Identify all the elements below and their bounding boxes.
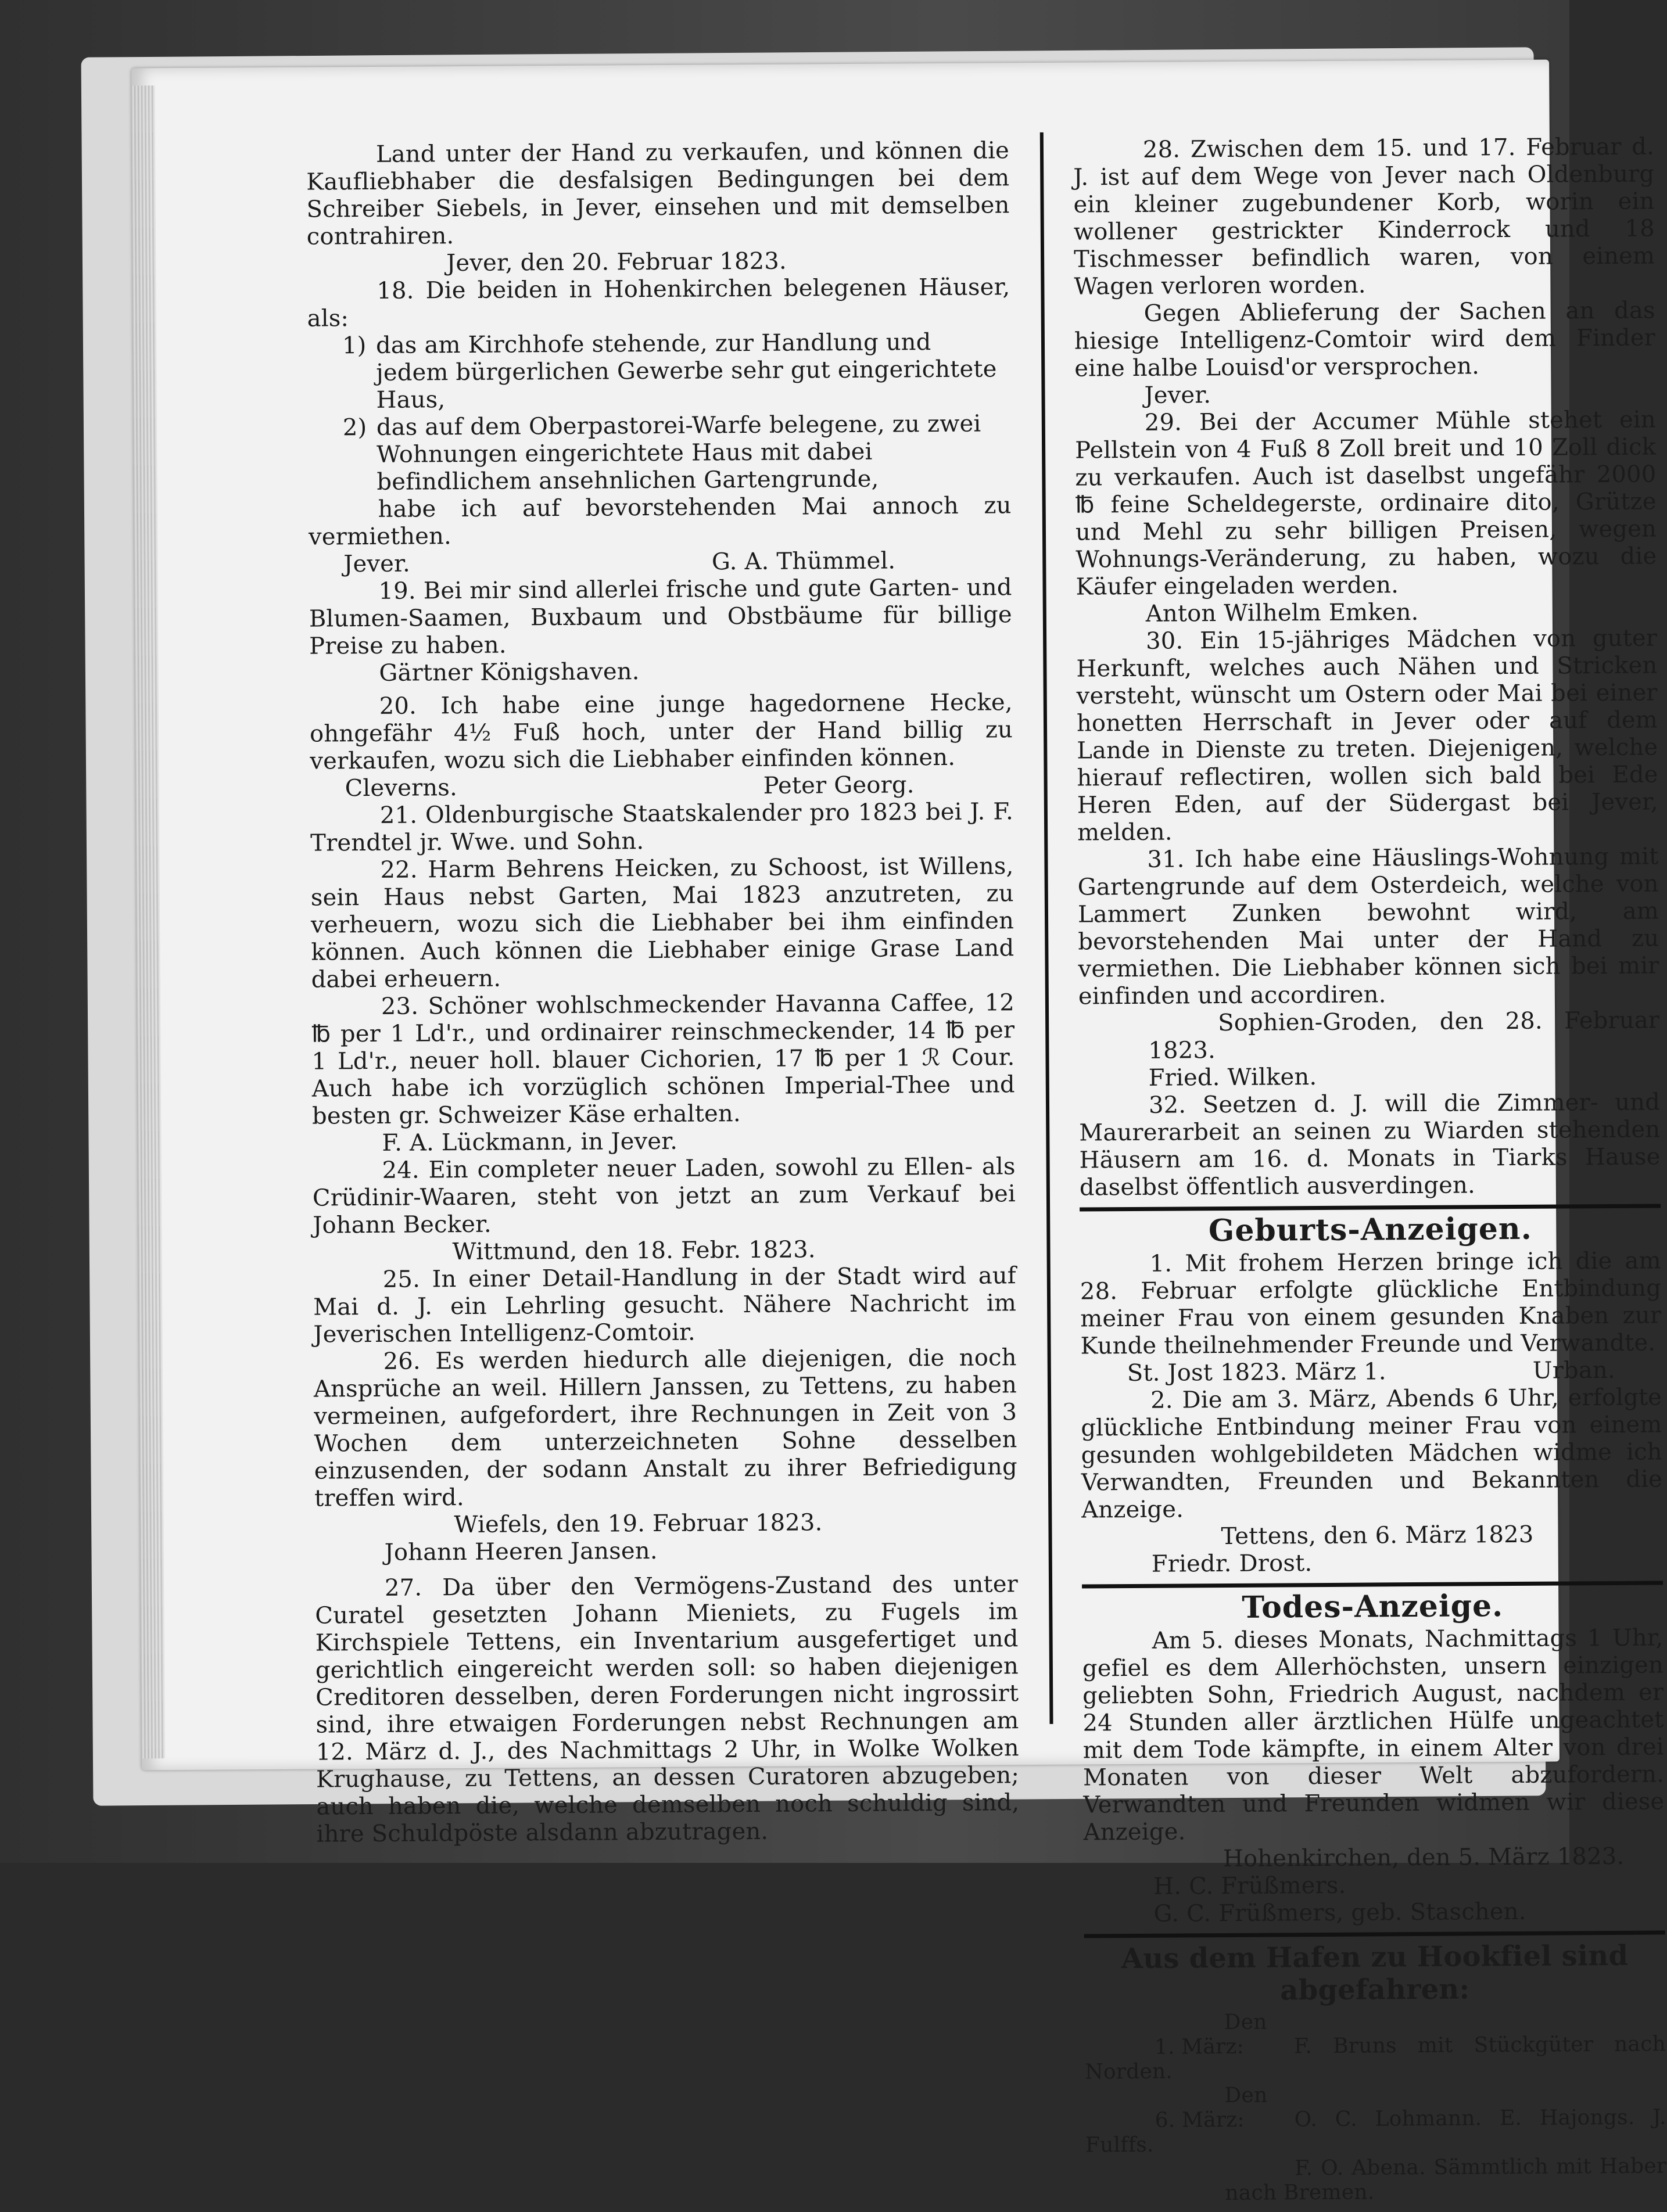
notice-text: Gegen Ablieferung der Sachen an das hiesige Intelligenz-Comtoir wird dem Finder eine halbe Louisd'or versprochen.: [1074, 297, 1656, 382]
notice-date: Hohenkirchen, den 5. März 1823.: [1223, 1843, 1625, 1873]
ship-date: Den 1. März:: [1154, 2010, 1267, 2059]
section-rule: [1082, 1581, 1663, 1588]
section-rule: [1084, 1930, 1665, 1938]
right-column: [1073, 133, 1667, 2206]
notice-signer: Gärtner Königshaven.: [379, 658, 640, 687]
notice-25: [313, 1262, 1017, 1348]
notice-date: Wiefels, den 19. Februar 1823.: [454, 1509, 823, 1539]
ship-row: [1085, 2008, 1666, 2084]
notice-list: [307, 328, 1012, 496]
section-rule: [1080, 1204, 1661, 1211]
death-heading: Todes-Anzeige.: [1242, 1588, 1504, 1625]
notice-20: [310, 689, 1013, 802]
birth-notice-1: [1080, 1247, 1662, 1387]
notice-22: [310, 853, 1014, 993]
notice-text: 29. Bei der Accumer Mühle stehet ein Pellstein von 4 Fuß 8 Zoll breit und 10 Zoll dick zu verkaufen. Auch ist daselbst ungefähr 2000 ℔ feine Scheldegerste, ordinaire dito, Grütze und Mehl zu sehr billigen Preisen, wegen Wohnungs-Veränderung, zu haben, wozu die Käufer eingeladen werden.: [1074, 406, 1657, 601]
notice-text: 1. Mit frohem Herzen bringe ich die am 28. Februar erfolgte glückliche Entbindung meiner Frau von einem gesunden Knaben zur Kunde theilnehmender Freunde und Verwandte.: [1080, 1247, 1662, 1360]
notice-text: 31. Ich habe eine Häuslings-Wohnung mit Gartengrunde auf dem Osterdeich, welche von Lammert Zunken bewohnt wird, am bevorstehenden Mai unter der Hand zu vermiethen. Die Liebhaber können sich bei mir einfinden und accordiren.: [1077, 843, 1659, 1010]
notice-text: 2. Die am 3. März, Abends 6 Uhr, erfolgte glückliche Entbindung meiner Frau von einem gesunden wohlgebildeten Mädchen widme ich Verwandten, Freunden und Bekannten die Anzeige.: [1081, 1384, 1663, 1524]
notice-text: 19. Bei mir sind allerlei frische und gute Garten- und Blumen-Saamen, Buxbaum und Obstbäume für billige Preise zu haben.: [309, 574, 1012, 660]
birth-notice-2: [1081, 1384, 1663, 1578]
notice-text: 22. Harm Behrens Heicken, zu Schoost, ist Willens, sein Haus nebst Garten, Mai 1823 anzutreten, zu verheuern, wozu sich die Liebhaber bei ihm einfinden können. Auch können die Liebhaber einige Grase Land dabei erheuern.: [310, 853, 1014, 993]
notice-28: [1073, 133, 1656, 410]
notice-signer: Johann Heeren Jansen.: [384, 1537, 658, 1566]
notice-signer: Friedr. Drost.: [1151, 1550, 1313, 1578]
notice-text: 21. Oldenburgische Staatskalender pro 1823 bei J. F. Trendtel jr. Wwe. und Sohn.: [310, 798, 1014, 857]
ship-date: Den 6. März:: [1155, 2083, 1268, 2132]
list-text: das am Kirchhofe stehende, zur Handlung und jedem bürgerlichen Gewerbe sehr gut eingerichtete Haus,: [375, 329, 997, 414]
notice-text: Land unter der Hand zu verkaufen, und können die Kaufliebhaber die desfalsigen Bedingungen bei dem Schreiber Siebels, in Jever, einsehen und mit demselben contrahiren.: [306, 137, 1010, 250]
notice-date: Tettens, den 6. März 1823: [1221, 1521, 1534, 1550]
notice-text: Am 5. dieses Monats, Nachmittags 1 Uhr, gefiel es dem Allerhöchsten, unsern einzigen geliebten Sohn, Friedrich August, nachdem er 24 Stunden aller ärztlichen Hülfe ungeachtet mit dem Tode kämpfte, in einem Alter von drei Monaten von dieser Welt abzufordern. Verwandten und Freunden widmen wir diese Anzeige.: [1082, 1624, 1665, 1846]
notice-date: St. Jost 1823. März 1.: [1127, 1358, 1386, 1387]
notice-19: [309, 574, 1012, 687]
notice-signature-row: [309, 547, 1012, 578]
newspaper-page: [131, 60, 1667, 2206]
births-heading: Geburts-Anzeigen.: [1208, 1211, 1532, 1249]
notice-signer: Anton Wilhelm Emken.: [1145, 598, 1419, 627]
notice-signer: G. C. Früßmers, geb. Staschen.: [1153, 1898, 1526, 1927]
column-divider: [1040, 132, 1053, 1724]
notice-text: 25. In einer Detail-Handlung in der Stadt wird auf Mai d. J. ein Lehrling gesucht. Nähere Nachricht im Jeverischen Intelligenz-Comtoir.: [313, 1262, 1017, 1348]
list-number: 2): [342, 414, 367, 441]
notice-place: Jever.: [1144, 382, 1211, 409]
notice-text: 32. Seetzen d. J. will die Zimmer- und Maurerarbeit an seinen zu Wiarden stehenden Häusern am 16. d. Monats in Tiarks Hause daselbst öffentlich ausverdingen.: [1079, 1089, 1661, 1201]
notice-30: [1076, 624, 1658, 846]
notice-27: [315, 1571, 1020, 1848]
notice-text: 30. Ein 15-jähriges Mädchen von guter Herkunft, welches auch Nähen und Stricken versteht, wünscht um Ostern oder Mai bei einer honetten Herrschaft in Jever oder auf dem Lande in Dienste zu treten. Diejenigen, welche hierauf reflectiren, wollen sich bald bei Ede Heren Eden, auf der Südergast bei Jever, melden.: [1076, 624, 1658, 846]
ship-text: O. C. Lohmann. E. Hajongs. J. Fulffs.: [1085, 2105, 1666, 2157]
notice-31: [1077, 843, 1660, 1092]
list-item: [343, 410, 1012, 496]
notice-32: [1079, 1089, 1661, 1201]
notice-21: [310, 798, 1014, 857]
notice-signature-row: [1081, 1356, 1662, 1387]
notice-text: 27. Da über den Vermögens-Zustand des unter Curatel gesetzten Johann Mieniets, zu Fugels im Kirchspiele Tettens, ein Inventarium ausgefertiget und gerichtlich eingereicht werden soll: so haben diejenigen Creditoren desselben, deren Forderungen nicht ingrossirt sind, ihre etwaigen Forderungen nebst Rechnungen am 12. März d. J., des Nachmittags 2 Uhr, in Wolke Wolken Krughause, zu Tettens, an dessen Curatoren abzugeben; auch haben die, welche demselben noch schuldig sind, ihre Schuldpöste alsdann abzutragen.: [315, 1571, 1020, 1848]
death-notice: [1082, 1624, 1665, 1928]
notice-place: Jever.: [343, 550, 411, 578]
notice-signer: Fried. Wilken.: [1148, 1064, 1317, 1091]
list-item: [342, 328, 1011, 414]
list-number: 1): [342, 332, 367, 360]
notice-17-continued: [306, 137, 1010, 278]
notice-text: habe ich auf bevorstehenden Mai annoch zu vermiethen.: [308, 492, 1012, 551]
notice-signer: Peter Georg.: [763, 771, 915, 799]
list-text: das auf dem Oberpastorei-Warfe belegene, zu zwei Wohnungen eingerichtete Haus mit dabei befindlichem ansehnlichen Gartengrunde,: [376, 410, 981, 495]
ships-list: [1085, 2008, 1667, 2206]
notice-date: Sophien-Groden, den 28. Februar 1823.: [1148, 1007, 1660, 1064]
notice-29: [1075, 406, 1657, 628]
notice-signature-row: [310, 771, 1013, 802]
ship-text: F. Bruns mit Stückgüter nach Norden.: [1085, 2032, 1666, 2084]
ship-text: F. O. Abena. Sämmtlich mit Haber nach Bremen.: [1225, 2154, 1667, 2206]
notice-signer: Urban.: [1532, 1356, 1615, 1384]
ship-row: [1085, 2081, 1666, 2157]
notice-text: 18. Die beiden in Hohenkirchen belegenen Häuser, als:: [307, 274, 1010, 332]
notice-signer: H. C. Früßmers.: [1153, 1872, 1346, 1900]
notice-text: 24. Ein completer neuer Laden, sowohl zu Ellen- als Crüdinir-Waaren, steht von jetzt an zum Verkauf bei Johann Becker.: [312, 1153, 1016, 1239]
notice-text: 23. Schöner wohlschmeckender Havanna Caffee, 12 ℔ per 1 Ld'r., und ordinairer reinschmeckender, 14 ℔ per 1 Ld'r., neuer holl. blauer Cichorien, 17 ℔ per 1 ℛ Cour. Auch habe ich vorzüglich schönen Imperial-Thee und besten gr. Schweizer Käse erhalten.: [311, 989, 1015, 1130]
notice-text: 20. Ich habe eine junge hagedornene Hecke, ohngefähr 4½ Fuß hoch, unter der Hand billig zu verkaufen, wozu sich die Liebhaber einfinden können.: [309, 689, 1013, 775]
notice-date: Jever, den 20. Februar 1823.: [446, 247, 787, 277]
notice-26: [314, 1344, 1018, 1567]
notice-place: Cleverns.: [345, 774, 458, 802]
notice-text: 26. Es werden hiedurch alle diejenigen, die noch Ansprüche an weil. Hillern Janssen, zu Tettens, zu haben vermeinen, aufgefordert, ihre Rechnungen in Zeit von 3 Wochen dem unterzeichneten Sohne desselben einzusenden, der sodann Anstalt zu ihrer Befriedigung treffen wird.: [313, 1344, 1017, 1512]
left-column: [306, 137, 1020, 1848]
ships-heading: Aus dem Hafen zu Hookfiel sind abgefahren:: [1121, 1939, 1629, 2007]
notice-signer: F. A. Lückmann, in Jever.: [382, 1127, 678, 1157]
notice-text: 28. Zwischen dem 15. und 17. Februar d. J. ist auf dem Wege von Jever nach Oldenburg ein kleiner zugebundener Korb, worin ein wollener gestrickter Kinderrock und 18 Tischmesser befindlich waren, von einem Wagen verloren worden.: [1073, 133, 1655, 300]
notice-24: [313, 1153, 1016, 1266]
notice-date: Wittmund, den 18. Febr. 1823.: [452, 1236, 816, 1266]
notice-signer: G. A. Thümmel.: [711, 547, 896, 576]
notice-18: [307, 274, 1012, 578]
notice-23: [311, 989, 1016, 1157]
